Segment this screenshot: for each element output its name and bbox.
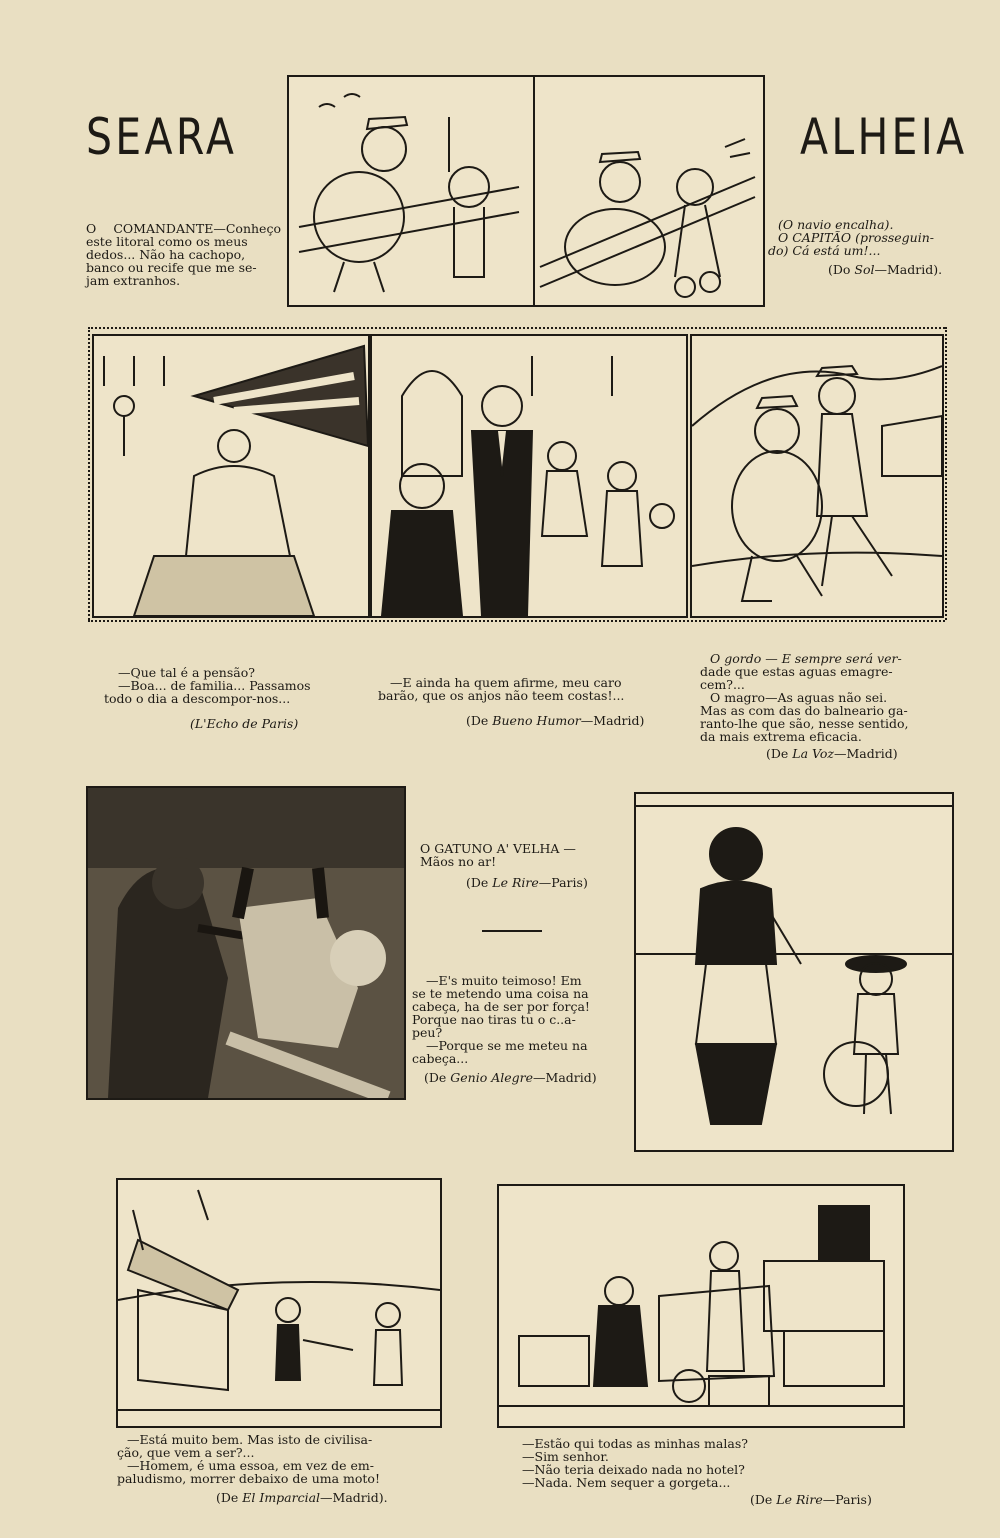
cartoon-4-image: [690, 334, 944, 618]
caption-line: paludismo, morrer debaixo de uma moto!: [117, 1471, 380, 1486]
caption-line: —Boa... de familia... Passamos: [118, 678, 311, 693]
caption-line: O COMANDANTE—Conheço este litoral como os meus: [86, 221, 281, 249]
caption-line: se te metendo uma coisa na: [412, 986, 589, 1001]
caption-line: cabeça, ha de ser por força!: [412, 999, 590, 1014]
caption-line: dade que estas aguas emagre-: [700, 664, 893, 679]
caption-line: —Que tal é a pensão?: [118, 665, 255, 680]
caption-line: ranto-lhe que são, nesse sentido,: [700, 716, 909, 731]
source-prefix: (De: [466, 875, 493, 890]
caption-line: todo o dia a descompor-nos...: [104, 691, 291, 706]
cartoon-1-caption-left: [86, 222, 281, 287]
cartoon-5-caption: [420, 842, 620, 868]
cartoon-6-source: [424, 1070, 597, 1085]
cartoon-8-image: [497, 1184, 905, 1428]
source-name: La Voz: [792, 746, 834, 761]
caption-line: —Nada. Nem sequer a gorgeta...: [522, 1475, 731, 1490]
caption-line: jam extranhos.: [86, 273, 181, 288]
cartoon-1-caption-right: [768, 218, 968, 257]
cartoon-1-panel-right: [533, 75, 765, 307]
source-name: El Imparcial: [242, 1490, 321, 1505]
cartoon-7-caption: [117, 1433, 422, 1485]
beach-women-illustration: [94, 336, 368, 616]
source-suffix: —Madrid): [533, 1070, 597, 1085]
caption-line: banco ou recife que me se-: [86, 260, 257, 275]
source-prefix: (De: [424, 1070, 451, 1085]
caption-line: cabeça...: [412, 1051, 469, 1066]
caption-line: barão, que os anjos não teem costas!...: [378, 688, 625, 703]
cartoon-3-source: [466, 713, 644, 728]
cartoon-7-source: [216, 1490, 388, 1505]
cartoon-6-caption: [412, 974, 612, 1065]
spa-fat-thin-men-illustration: [692, 336, 942, 616]
caption-line: —Não teria deixado nada no hotel?: [522, 1462, 745, 1477]
caption-line: —Porque se me meteu na: [426, 1038, 588, 1053]
ship-deck-illustration: [289, 77, 533, 305]
caption-line: O magro—As aguas não sei.: [710, 690, 888, 705]
caption-line: —E ainda ha quem afirme, meu caro: [390, 675, 622, 690]
ship-aground-illustration: [535, 77, 763, 305]
caption-line: da mais extrema eficacia.: [700, 729, 862, 744]
cartoon-1-source: [828, 262, 942, 277]
source-prefix: (De: [466, 713, 493, 728]
source-suffix: —Paris): [538, 875, 588, 890]
caption-line: Mas as com das do balneario ga-: [700, 703, 908, 718]
caption-line: O CAPITÃO (prosseguin-: [778, 230, 934, 245]
caption-line: —E's muito teimoso! Em: [426, 973, 582, 988]
cartoon-2-source: (L'Echo de Paris): [190, 716, 299, 731]
caption-line: cem?...: [700, 677, 745, 692]
cartoon-1-panel-left: [287, 75, 535, 307]
source-name: Bueno Humor: [492, 713, 581, 728]
caption-line: Porque nao tiras tu o c..a-: [412, 1012, 576, 1027]
cartoon-8-source: [750, 1492, 872, 1507]
source-prefix: (Do: [828, 262, 855, 277]
cartoon-5-image: [86, 786, 406, 1100]
caption-line: dedos... Não ha cachopo,: [86, 247, 246, 262]
source-name: Genio Alegre: [450, 1070, 534, 1085]
village-civilisation-illustration: [118, 1180, 440, 1426]
source-suffix: —Madrid): [834, 746, 898, 761]
caption-line: do) Cá está um!...: [768, 243, 881, 258]
caption-line: ção, que vem a ser?...: [117, 1445, 255, 1460]
cartoon-6-image: [634, 792, 954, 1152]
source-suffix: —Paris): [822, 1492, 872, 1507]
ballroom-illustration: [372, 336, 686, 616]
caption-line: O GATUNO A' VELHA —: [420, 841, 576, 856]
dotted-border-left: [88, 327, 90, 620]
cartoon-2-image: [92, 334, 370, 618]
caption-line: —Sim senhor.: [522, 1449, 609, 1464]
dotted-border-bottom: [88, 620, 945, 622]
source-suffix: —Madrid): [580, 713, 645, 728]
luggage-car-illustration: [499, 1186, 903, 1426]
title-right: ALHEIA: [800, 108, 968, 166]
source-name: Le Rire: [776, 1492, 823, 1507]
source-suffix: —Madrid).: [874, 262, 943, 277]
source-name: Sol: [854, 262, 875, 277]
woman-and-boy-illustration: [636, 794, 952, 1150]
cartoon-4-caption: [700, 652, 932, 743]
cartoon-7-image: [116, 1178, 442, 1428]
caption-line: —Estão qui todas as minhas malas?: [522, 1436, 748, 1451]
dotted-border-right: [945, 327, 947, 620]
separator-rule: [482, 930, 542, 932]
source-prefix: (De: [766, 746, 793, 761]
cartoon-3-caption: [378, 676, 678, 702]
source-name: Le Rire: [492, 875, 539, 890]
cartoon-2-caption: [104, 666, 364, 705]
source-prefix: (De: [750, 1492, 777, 1507]
cartoon-5-source: [466, 875, 588, 890]
dotted-border-top: [88, 327, 945, 329]
caption-line: —Homem, é uma essoa, em vez de em-: [127, 1458, 374, 1473]
cartoon-4-source: [766, 746, 898, 761]
caption-line: (O navio encalha).: [778, 217, 894, 232]
caption-line: Mãos no ar!: [420, 854, 497, 869]
source-prefix: (De: [216, 1490, 243, 1505]
caption-line: O gordo — E sempre será ver-: [710, 651, 902, 666]
cartoon-3-image: [370, 334, 688, 618]
caption-line: —Está muito bem. Mas isto de civilisa-: [127, 1432, 373, 1447]
cartoon-8-caption: [522, 1437, 842, 1489]
caption-line: peu?: [412, 1025, 443, 1040]
source-suffix: —Madrid).: [320, 1490, 388, 1505]
title-left: SEARA: [86, 108, 238, 166]
thief-and-old-woman-illustration: [88, 788, 404, 1098]
